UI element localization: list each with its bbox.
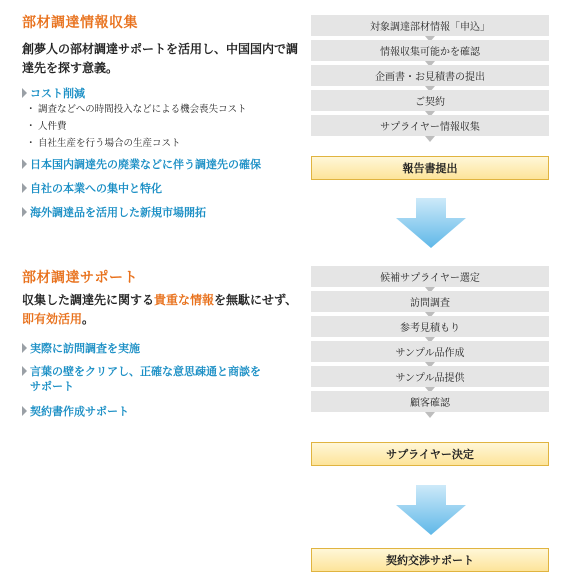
section1-title: 部材調達情報収集 [22,15,138,31]
bullet-label: 日本国内調達先の廃業などに伴う調達先の確保 [30,158,261,171]
bullet-cost-reduction[interactable] [22,86,85,102]
flow2-step: サンプル品提供 [311,366,549,387]
bullet-core-business[interactable] [22,181,162,197]
bullet-contract-support[interactable] [22,404,129,420]
flow1-result: 報告書提出 [311,156,549,180]
flow2-step: 参考見積もり [311,316,549,337]
flow2-result: サプライヤー決定 [311,442,549,466]
bullet-label: コスト削減 [30,87,85,100]
bullet-site-visit[interactable] [22,341,140,357]
triangle-bullet-icon [22,207,27,217]
bullet-new-market[interactable] [22,205,206,221]
triangle-bullet-icon [22,159,27,169]
flow2-step: 訪問調査 [311,291,549,312]
bullet-label: 言葉の壁をクリアし、正確な意思疎通と商談を [30,365,261,378]
flow1-step: 情報収集可能かを確認 [311,40,549,61]
down-arrow-icon [396,485,466,535]
step-arrow-icon [425,136,435,142]
flow2-step: 顧客確認 [311,391,549,412]
flow1-step: ご契約 [311,90,549,111]
flow1-step: サプライヤー情報収集 [311,115,549,136]
bullet-domestic-supplier[interactable] [22,157,261,173]
bullet-label: 海外調達品を活用した新規市場開拓 [30,206,206,219]
triangle-bullet-icon [22,183,27,193]
flow1-step: 企画書・お見積書の提出 [311,65,549,86]
triangle-bullet-icon [22,343,27,353]
sub-item: ・ 調査などへの時間投入などによる機会喪失コスト [26,104,247,115]
sub-item: ・ 自社生産を行う場合の生産コスト [26,138,181,149]
flow1-step: 対象調達部材情報「申込」 [311,15,549,36]
bullet-label: 実際に訪問調査を実施 [30,342,140,355]
flow2-step: 候補サプライヤー選定 [311,266,549,287]
step-arrow-icon [425,412,435,418]
final-result: 契約交渉サポート [311,548,549,572]
triangle-bullet-icon [22,88,27,98]
flow2-step: サンプル品作成 [311,341,549,362]
section2-title: 部材調達サポート [22,270,138,286]
triangle-bullet-icon [22,406,27,416]
bullet-label: 自社の本業への集中と特化 [30,182,162,195]
down-arrow-icon [396,198,466,248]
bullet-label: 契約書作成サポート [30,405,129,418]
triangle-bullet-icon [22,366,27,376]
section2-lead: 収集した調達先に関する貴重な情報を無駄にせず、即有効活用。 [22,293,298,326]
bullet-language-support-cont: サポート [30,380,74,393]
section1-lead: 創夢人の部材調達サポートを活用し、中国国内で調達先を探す意義。 [22,42,299,75]
bullet-language-support[interactable] [22,364,261,380]
sub-item: ・ 人件費 [26,121,67,132]
